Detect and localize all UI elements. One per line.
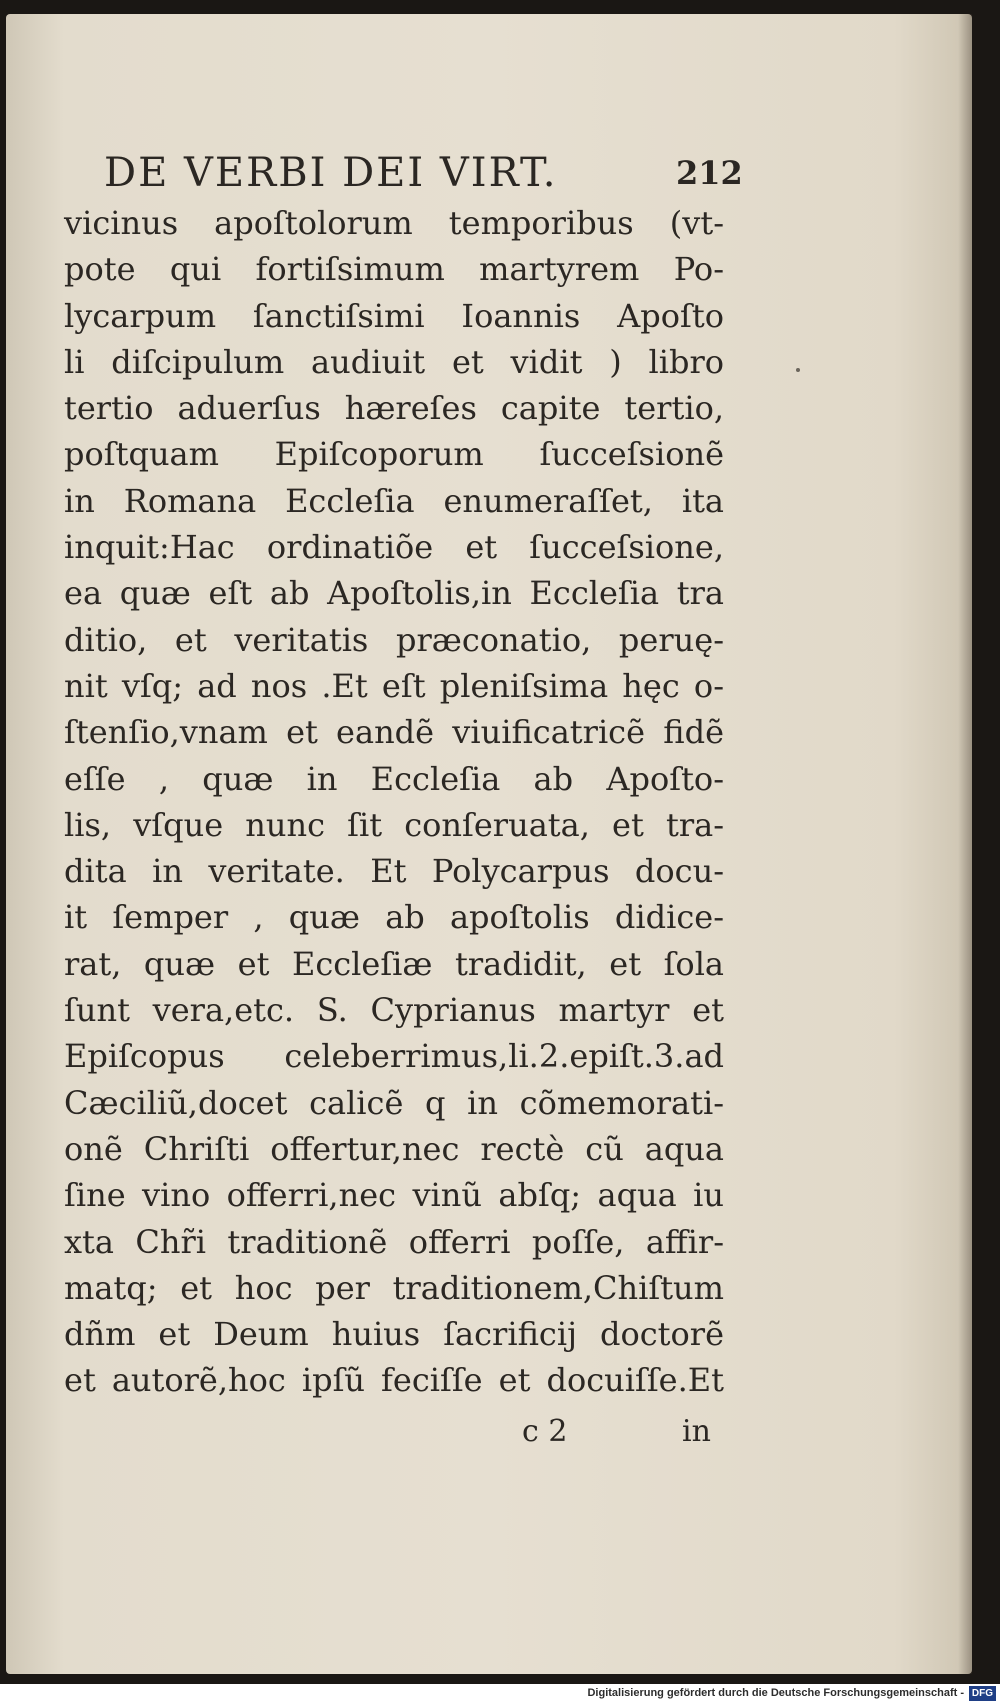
text-line: ea quæ eſt ab Apoſtolis,in Eccleſia tra bbox=[64, 574, 724, 613]
page-number: 212 bbox=[676, 154, 743, 192]
dfg-logo-icon[interactable]: DFG bbox=[969, 1686, 996, 1701]
text-line: ſtenſio,vnam et eandẽ viuificatricẽ fidẽ bbox=[64, 713, 724, 752]
running-head: DE VERBI DEI VIRT. bbox=[104, 150, 558, 196]
book-page bbox=[6, 14, 972, 1674]
text-line: dñm et Deum huius ſacrificij doctorẽ bbox=[64, 1315, 724, 1354]
text-line: Cæciliũ,docet calicẽ q in cõmemorati- bbox=[64, 1083, 724, 1122]
text-line: onẽ Chriſti offertur,nec rectè cũ aqua bbox=[64, 1129, 724, 1168]
text-line: it ſemper , quæ ab apoſtolis didice- bbox=[64, 898, 724, 937]
text-line: dita in veritate. Et Polycarpus docu- bbox=[64, 852, 724, 891]
text-line: eſſe , quæ in Eccleſia ab Apoſto- bbox=[64, 759, 724, 798]
text-line: et autorẽ,hoc ipſũ feciſſe et docuiſſe.Et bbox=[64, 1361, 724, 1400]
text-line: inquit:Hac ordinatiõe et ſucceſsione, bbox=[64, 528, 724, 567]
text-line: ditio, et veritatis præconatio, peruę- bbox=[64, 620, 724, 659]
text-line: matq; et hoc per traditionem,Chiſtum bbox=[64, 1268, 724, 1307]
footer-bar bbox=[0, 1684, 1000, 1704]
text-line: poſtquam Epiſcoporum ſucceſsionẽ bbox=[64, 435, 724, 474]
text-line: tertio aduerſus hæreſes capite tertio, bbox=[64, 389, 724, 428]
signature-mark: c 2 bbox=[522, 1414, 568, 1449]
text-line: ſine vino offerri,nec vinũ abſq; aqua iu bbox=[64, 1176, 724, 1215]
text-line: rat, quæ et Eccleſiæ tradidit, et ſola bbox=[64, 944, 724, 983]
catchword: in bbox=[682, 1414, 711, 1449]
text-line: lis, vſque nunc ſit conſeruata, et tra- bbox=[64, 805, 724, 844]
text-line: nit vſq; ad nos .Et eſt pleniſsima hęc o- bbox=[64, 666, 724, 705]
body-text bbox=[64, 200, 724, 1404]
text-line: xta Chr̃i traditionẽ offerri poſſe, affir- bbox=[64, 1222, 724, 1261]
text-line: in Romana Eccleſia enumeraſſet, ita bbox=[64, 481, 724, 520]
text-line: Epiſcopus celeberrimus,li.2.epiſt.3.ad bbox=[64, 1037, 724, 1076]
text-line: pote qui fortiſsimum martyrem Po- bbox=[64, 250, 724, 289]
text-line: vicinus apoſtolorum temporibus (vt- bbox=[64, 204, 724, 242]
text-line: lycarpum ſanctiſsimi Ioannis Apoſto bbox=[64, 296, 724, 335]
text-line: li diſcipulum audiuit et vidit ) libro bbox=[64, 342, 724, 381]
text-line: ſunt vera,etc. S. Cyprianus martyr et bbox=[64, 991, 724, 1030]
digitization-credit: Digitalisierung gefördert durch die Deutsche Forschungsgemeinschaft - bbox=[587, 1687, 964, 1699]
paper-speck bbox=[796, 368, 800, 372]
